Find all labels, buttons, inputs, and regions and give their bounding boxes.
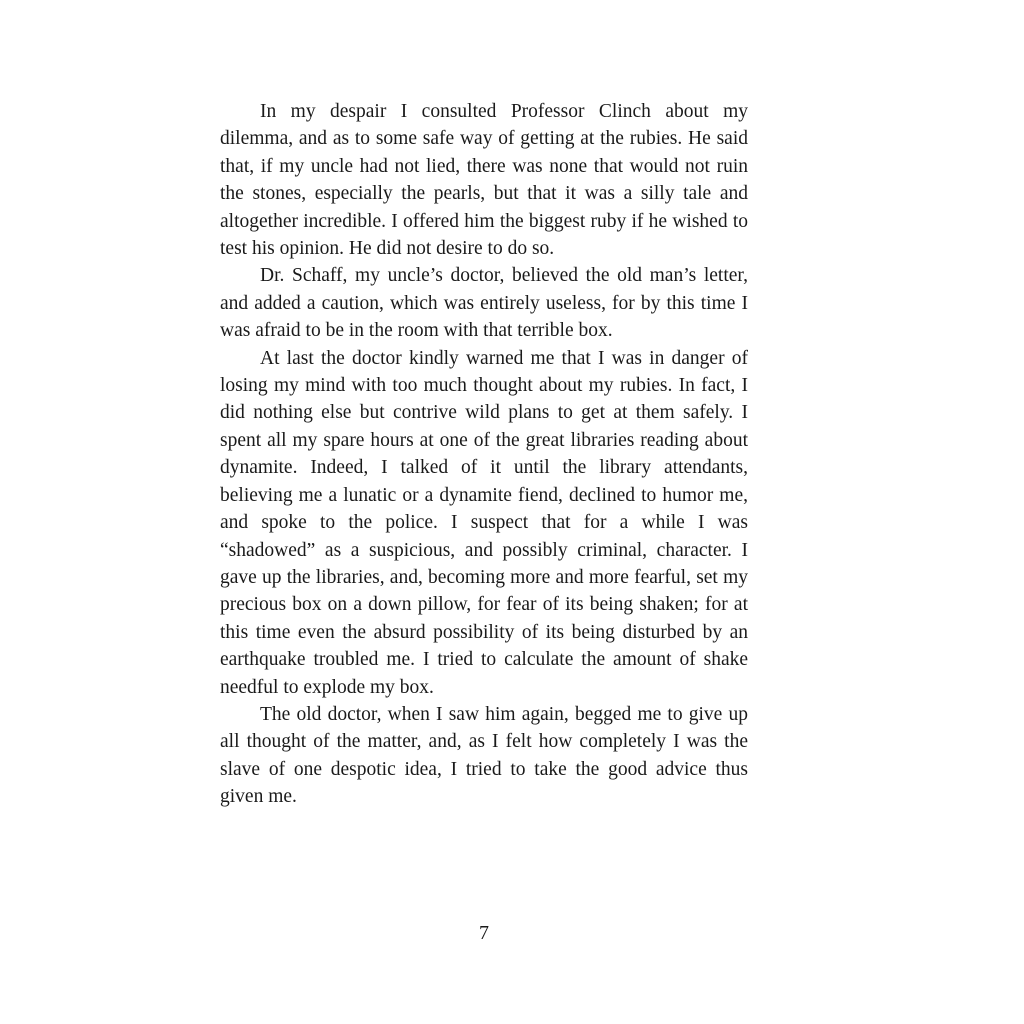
paragraph: In my despair I consulted Professor Clinch about my dilemma, and as to some safe way of getting at the rubies. He said that, if my uncle had not lied, there was none that would not ruin the stones, especially the pearls, but that it was a silly tale and altogether incredible. I offered him the biggest ruby if he wished to test his opinion. He did not desire to do so. [220,101,748,260]
page-text [220,98,748,811]
paragraph: At last the doctor kindly warned me that I was in danger of losing my mind with too much thought about my rubies. In fact, I did nothing else but contrive wild plans to get at them safely. I spent all my spare hours at one of the great libraries reading about dynamite. Indeed, I talked of it until the library attendants, believing me a lunatic or a dynamite fiend, declined to humor me, and spoke to the police. I suspect that for a while I was “shadowed” as a suspicious, and possibly criminal, character. I gave up the libraries, and, becoming more and more fearful, set my precious box on a down pillow, for fear of its being shaken; for at this time even the absurd possibility of its being disturbed by an earthquake troubled me. I tried to calculate the amount of shake needful to explode my box. [220,347,748,698]
paragraph: Dr. Schaff, my uncle’s doctor, believed the old man’s letter, and added a caution, which was entirely useless, for by this time I was afraid to be in the room with that terrible box. [220,265,748,342]
page-number: 7 [479,922,489,944]
paragraph: The old doctor, when I saw him again, begged me to give up all thought of the matter, and, as I felt how completely I was the slave of one despotic idea, I tried to take the good advice thus given me. [220,703,748,808]
